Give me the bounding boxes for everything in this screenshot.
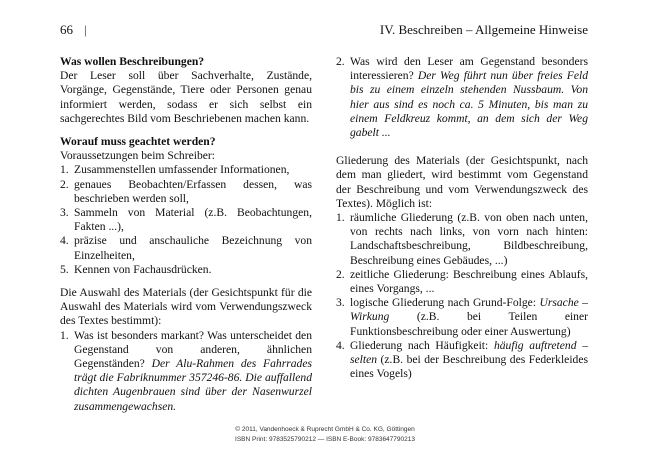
list-item: [336, 211, 588, 268]
list-item: [336, 339, 588, 382]
section-heading: Worauf muss geachtet werden?: [60, 135, 216, 149]
list-text: Zusammenstellen umfassender Informationen,: [74, 163, 290, 177]
section-material-selection: [60, 286, 312, 414]
example-text: Der Weg führt nun über freies Feld bis zu einem einzeln stehenden Nussbaum. Von hier aus sind es noch ca. 5 Minuten, bis man zu einem Feldkreuz kommt, an dem sich der Weg gabelt ...: [350, 69, 588, 140]
left-column: [60, 55, 312, 423]
paragraph: Die Auswahl des Materials (der Gesichtspunkt für die Auswahl des Materials wird vom Verwendungszweck des Textes bestimmt):: [60, 286, 312, 328]
structuring-list: [336, 211, 588, 381]
section-heading: Was wollen Beschreibungen?: [60, 55, 205, 68]
list-number: 1.: [60, 328, 69, 342]
list-number: 2.: [336, 55, 345, 68]
list-item: [60, 178, 312, 206]
running-title: IV. Beschreiben – Allgemeine Hinweise: [379, 22, 588, 37]
list-text: Kennen von Fachausdrücken.: [74, 262, 212, 276]
right-column: [336, 55, 588, 390]
list-text: Sammeln von Material (z.B. Beobachtungen, Fakten ...),: [74, 206, 312, 234]
paragraph: Der Leser soll über Sachverhalte, Zustände, Vorgänge, Gegenstände, Tiere oder Personen genau informiert werden, sodass er sich selbst ein sachgerechtes Bild vom Beschriebenen machen kann.: [60, 69, 312, 125]
list-text: zeitliche Gliederung: Beschreibung eines Ablaufs, eines Vorgangs, ...: [350, 267, 588, 296]
list-text: (z.B. bei der Beschreibung des Federkleides eines Vogels): [350, 353, 588, 381]
list-text: Was wird den Leser am Gegenstand besonders interessieren?: [350, 55, 588, 83]
list-item: [336, 296, 588, 339]
list-number: 4.: [60, 234, 69, 248]
list-number: 4.: [336, 338, 345, 352]
list-number: 3.: [60, 206, 69, 220]
copyright-line: © 2011, Vandenhoeck & Ruprecht GmbH & Co. KG, Göttingen: [235, 426, 415, 433]
requirements-list: [60, 163, 312, 277]
list-item: [60, 163, 312, 177]
header-divider: |: [84, 22, 87, 37]
section-requirements: [60, 135, 312, 277]
isbn-line: ISBN Print: 9783525790212 — ISBN E-Book: 9783647790213: [235, 436, 415, 443]
section-purpose: [60, 55, 312, 126]
paragraph: Gliederung des Materials (der Gesichtspunkt, nach dem man gliedert, wird bestimmt vom Gegenstand der Beschreibung und vom Verwendungszweck des Textes). Möglich ist:: [336, 154, 588, 210]
list-number: 2.: [336, 267, 345, 281]
list-item: [60, 329, 312, 414]
example-text: häufig auftretend – selten: [350, 338, 589, 367]
list-text: räumliche Gliederung (z.B. von oben nach unten, von rechts nach links, von vorn nach hinten: Landschaftsbeschreibung, Bildbeschreibung, Beschreibung eines Gebäudes, ...): [350, 211, 588, 267]
list-text: Was ist besonders markant? Was unterscheidet den Gegenstand von anderen, ähnlichen Gegenständen?: [74, 328, 312, 371]
list-number: 5.: [60, 262, 69, 276]
list-text: (z.B. bei Teilen einer Funktionsbeschreibung oder einer Auswertung): [350, 310, 588, 338]
list-item: [60, 263, 312, 277]
list-item: [60, 234, 312, 262]
section-structuring: [336, 154, 588, 381]
list-number: 1.: [60, 163, 69, 177]
list-text: Gliederung nach Häufigkeit:: [350, 338, 489, 352]
page-number: 66: [60, 22, 73, 37]
list-item: [336, 268, 588, 296]
example-text: Der Alu-Rahmen des Fahrrades trägt die Fabriknummer 357246-86. Die auffallend dichten Augenbrauen sind über der Nasenwurzel zusammengewachsen.: [74, 357, 312, 413]
section-material-selection-cont: [336, 55, 588, 140]
list-text: logische Gliederung nach Grund-Folge:: [350, 296, 537, 310]
list-number: 2.: [60, 177, 69, 191]
list-item: [60, 206, 312, 234]
list-number: 3.: [336, 296, 345, 310]
list-item: [336, 55, 588, 140]
list-intro: Voraussetzungen beim Schreiber:: [60, 149, 215, 163]
list-text: präzise und anschauliche Bezeichnung von Einzelheiten,: [74, 234, 312, 262]
list-number: 1.: [336, 211, 345, 225]
list-text: genaues Beobachten/Erfassen dessen, was beschrieben werden soll,: [74, 177, 312, 205]
example-text: Ursache – Wirkung: [350, 296, 588, 324]
